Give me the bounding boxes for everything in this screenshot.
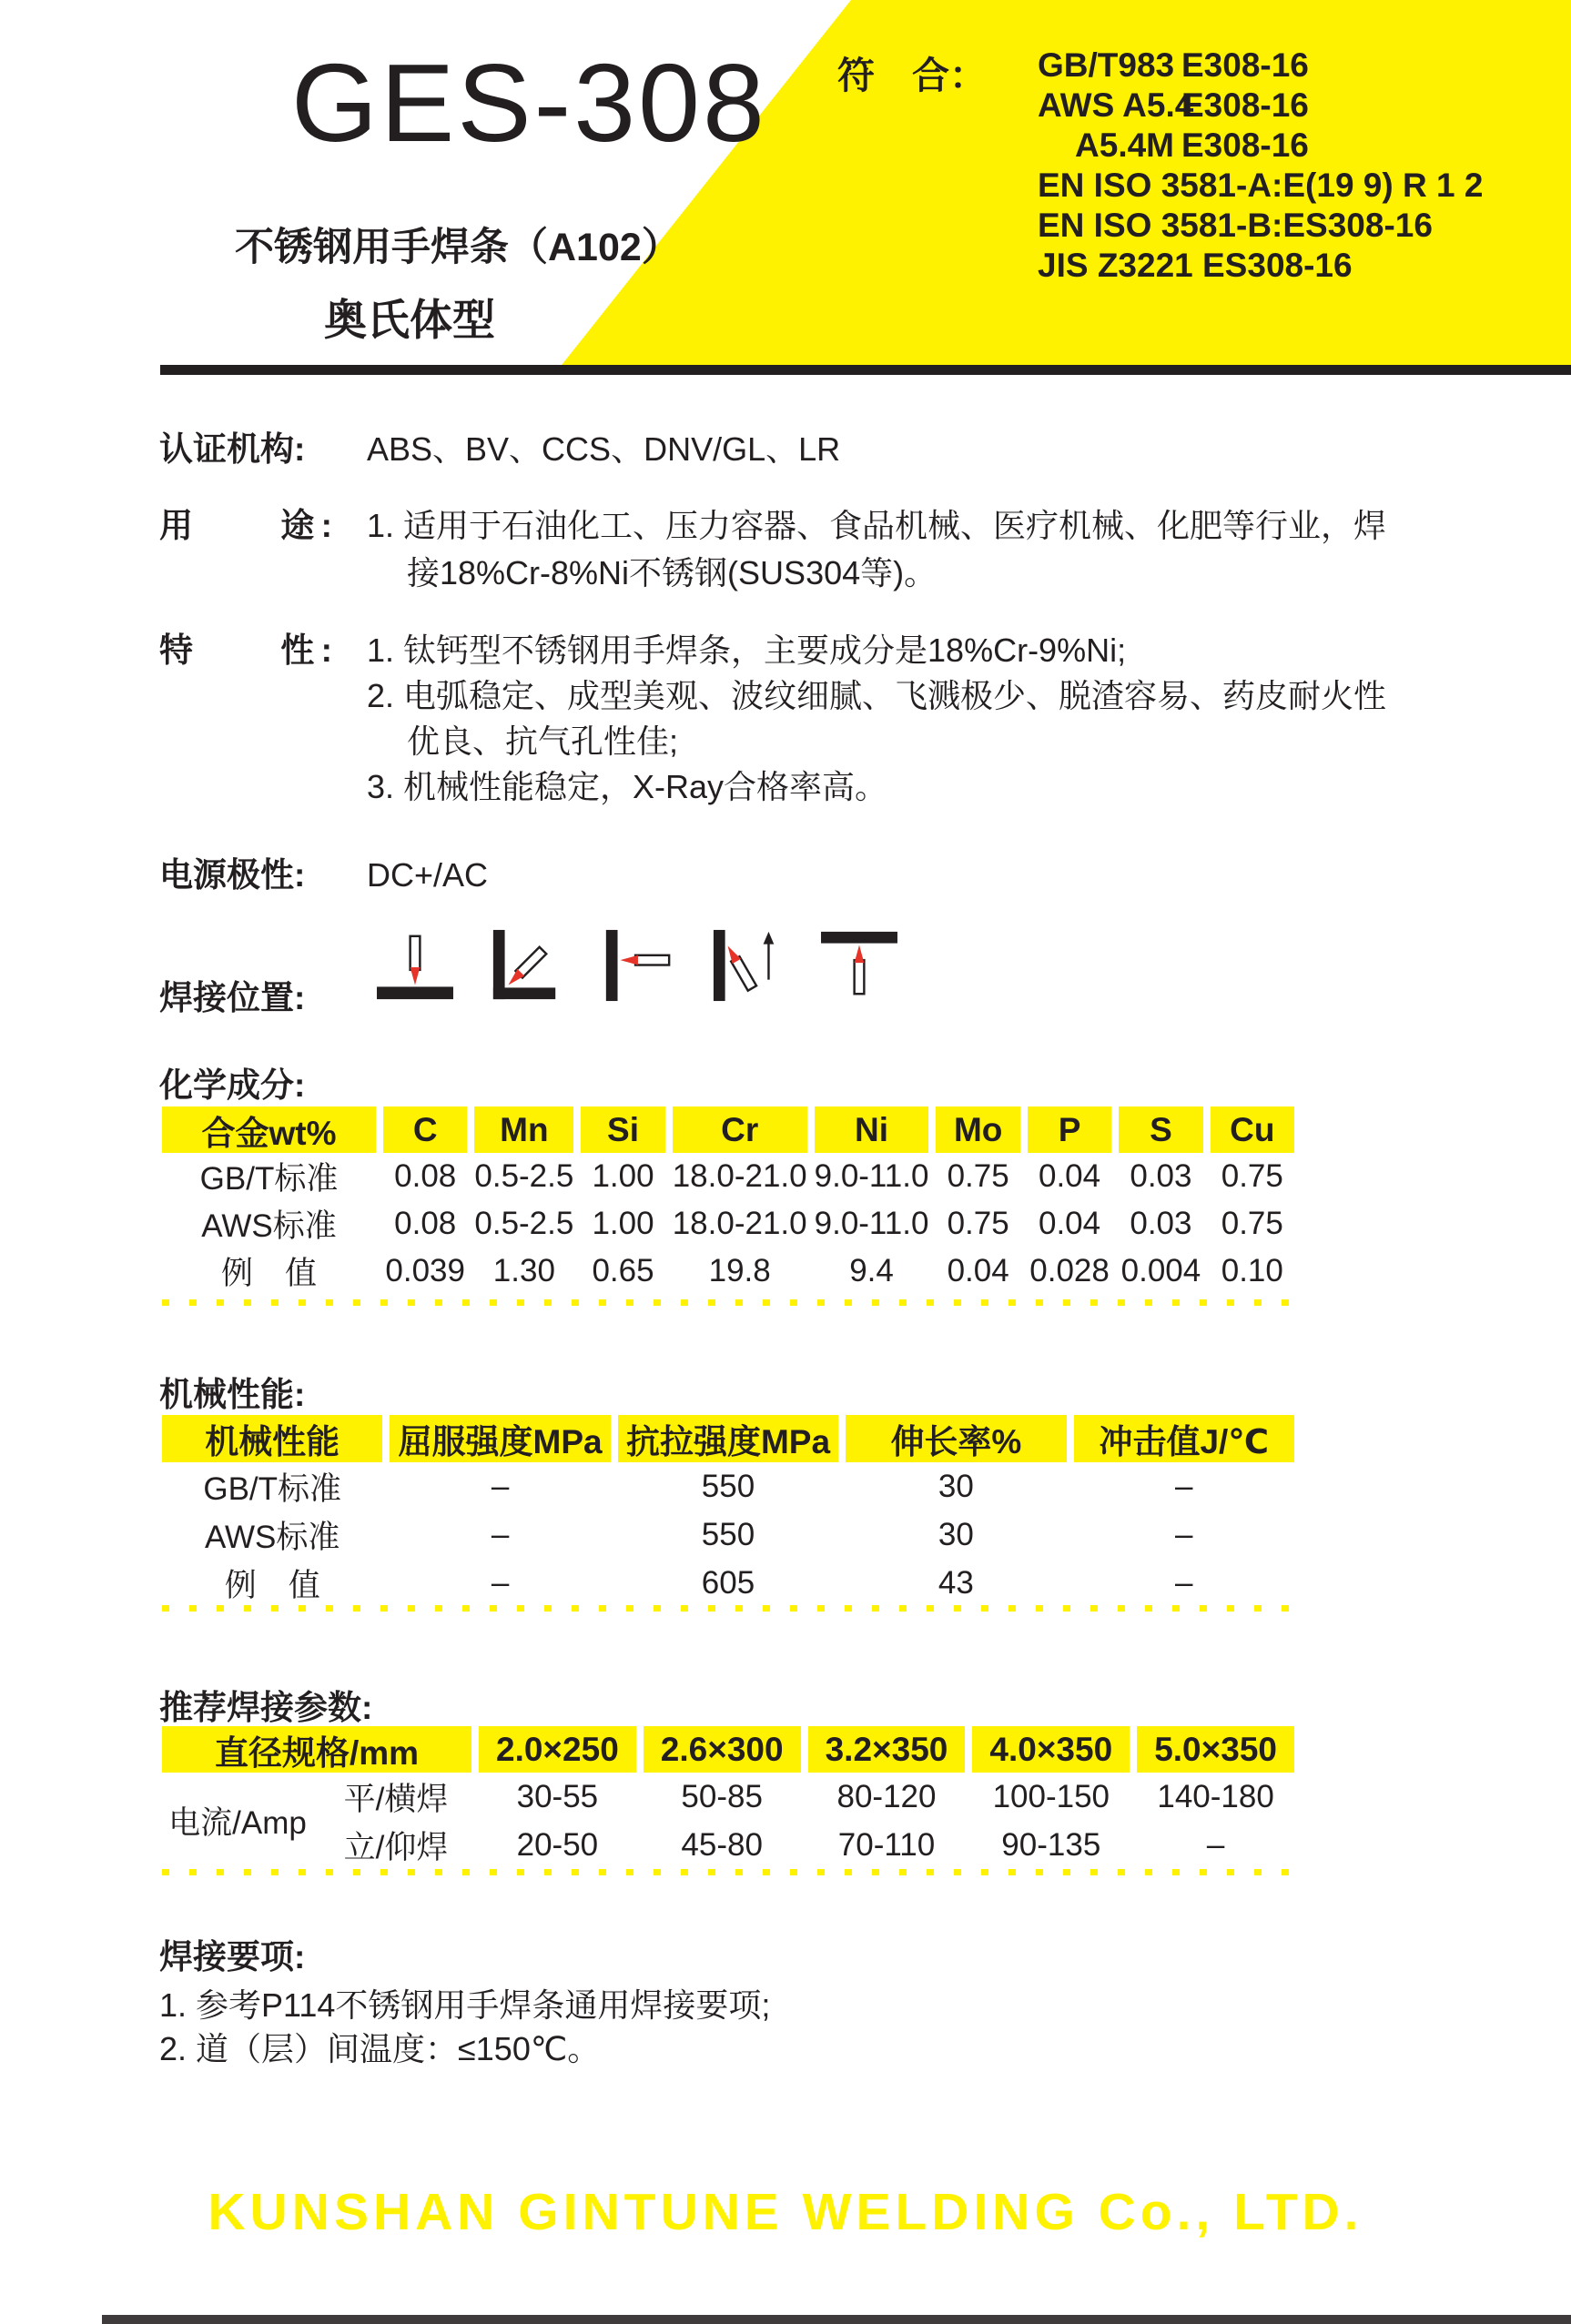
standards-list — [1038, 45, 1483, 286]
features-line: 2. 电弧稳定、成型美观、波纹细腻、飞溅极少、脱渣容易、药皮耐火性 — [367, 677, 1387, 714]
chem-row-name: AWS标准 — [201, 1208, 337, 1244]
chem-cell: 0.75 — [947, 1206, 1009, 1241]
chem-cell: 0.5-2.5 — [474, 1206, 574, 1241]
mech-cell: 43 — [938, 1564, 974, 1601]
param-cell: 70-110 — [837, 1826, 936, 1863]
usage-row — [159, 502, 1386, 597]
usage-text — [367, 502, 1386, 597]
size-header: 4.0×350 — [972, 1726, 1130, 1773]
mechanical-divider — [162, 1605, 1294, 1612]
chem-cell: 0.028 — [1029, 1253, 1110, 1288]
chemistry-section-label: 化学成分: — [159, 1066, 306, 1104]
chem-cell: 0.10 — [1221, 1253, 1283, 1288]
overhead-position-icon — [819, 928, 899, 1003]
mech-cell: 605 — [701, 1564, 755, 1601]
mech-cell: 30 — [938, 1468, 974, 1504]
power-label: 电源极性: — [159, 856, 306, 894]
chem-cell: 0.65 — [592, 1253, 654, 1288]
features-line: 优良、抗气孔性佳; — [407, 722, 679, 760]
chem-col-header: 合金wt% — [162, 1106, 376, 1153]
footer-bar — [102, 2315, 1571, 2324]
product-subtitle: 不锈钢用手焊条（A102） — [235, 226, 681, 269]
power-value: DC+/AC — [367, 856, 489, 894]
horizontal-fillet-position-icon — [486, 928, 566, 1003]
chem-col-header: Cu — [1211, 1106, 1294, 1153]
chem-cell: 19.8 — [708, 1253, 771, 1288]
mech-col-header: 屈服强度MPa — [390, 1415, 610, 1462]
mech-col-header: 抗拉强度MPa — [618, 1415, 838, 1462]
standard-item: JIS Z3221 ES308-16 — [1038, 247, 1353, 284]
standard-item: EN ISO 3581-A:E(19 9) R 1 2 — [1038, 167, 1484, 204]
chem-row-name: 例 值 — [220, 1256, 317, 1291]
certification-row — [159, 426, 840, 473]
features-line: 3. 机械性能稳定，X-Ray合格率高。 — [367, 768, 888, 805]
parameters-divider — [162, 1869, 1294, 1875]
param-row-name: 立/仰焊 — [343, 1829, 449, 1865]
chem-cell: 1.30 — [492, 1253, 555, 1288]
mech-cell: – — [1175, 1468, 1193, 1504]
mech-row-name: AWS标准 — [204, 1519, 340, 1555]
chem-cell: 0.5-2.5 — [474, 1158, 574, 1194]
mech-cell: 550 — [701, 1468, 755, 1504]
features-text — [367, 628, 1386, 810]
param-cell: 20-50 — [516, 1826, 599, 1863]
mech-col-header: 机械性能 — [162, 1415, 382, 1462]
chem-col-header: Mn — [474, 1106, 573, 1153]
usage-line: 1. 适用于石油化工、压力容器、食品机械、医疗机械、化肥等行业，焊 — [367, 507, 1387, 544]
param-cell: 140-180 — [1157, 1778, 1274, 1814]
note-line: 2. 道（层）间温度：≤150℃。 — [159, 2030, 601, 2067]
vertical-up-position-icon — [708, 928, 788, 1003]
company-name: KUNSHAN GINTUNE WELDING Co., LTD. — [208, 2183, 1363, 2241]
chem-cell: 0.04 — [1038, 1158, 1101, 1194]
chemistry-table — [162, 1106, 1294, 1295]
param-cell: 80-120 — [836, 1778, 937, 1814]
param-cell: 100-150 — [992, 1778, 1110, 1814]
chem-cell: 9.4 — [849, 1253, 894, 1288]
chem-col-header: S — [1119, 1106, 1202, 1153]
features-label: 特 性: — [159, 632, 332, 669]
power-row — [159, 852, 488, 899]
horizontal-position-icon — [597, 928, 677, 1003]
chem-cell: 18.0-21.0 — [672, 1158, 807, 1194]
chem-cell: 18.0-21.0 — [672, 1206, 807, 1241]
usage-line: 接18%Cr-8%Ni不锈钢(SUS304等)。 — [407, 554, 938, 591]
chem-cell: 0.039 — [385, 1253, 465, 1288]
chem-row-name: GB/T标准 — [199, 1161, 339, 1197]
welding-positions — [375, 928, 899, 1003]
mech-cell: – — [491, 1564, 510, 1601]
param-cell: 50-85 — [681, 1778, 763, 1814]
param-cell: – — [1206, 1826, 1225, 1863]
chem-col-header: C — [383, 1106, 467, 1153]
chem-cell: 0.75 — [1221, 1206, 1283, 1241]
features-line: 1. 钛钙型不锈钢用手焊条，主要成分是18%Cr-9%Ni; — [367, 632, 1127, 669]
chem-cell: 1.00 — [592, 1206, 654, 1241]
size-header: 2.6×300 — [644, 1726, 801, 1773]
positions-label: 焊接位置: — [159, 979, 306, 1016]
chem-cell: 9.0-11.0 — [814, 1206, 929, 1241]
certification-label: 认证机构: — [159, 430, 306, 468]
mechanical-table — [162, 1415, 1294, 1607]
usage-label: 用 途: — [159, 507, 332, 544]
chem-col-header: Mo — [936, 1106, 1019, 1153]
mech-row-name: 例 值 — [224, 1567, 320, 1603]
standard-item: EN ISO 3581-B:ES308-16 — [1038, 207, 1433, 244]
chem-col-header: Ni — [815, 1106, 929, 1153]
mechanical-section-label: 机械性能: — [159, 1376, 306, 1413]
size-header: 5.0×350 — [1137, 1726, 1294, 1773]
parameters-table — [162, 1726, 1294, 1869]
chem-col-header: Si — [581, 1106, 664, 1153]
chem-col-header: Cr — [673, 1106, 807, 1153]
diameter-header: 直径规格/mm — [162, 1726, 471, 1773]
chem-cell: 0.08 — [394, 1158, 457, 1194]
chem-cell: 0.04 — [947, 1253, 1009, 1288]
chem-col-header: P — [1028, 1106, 1111, 1153]
header-divider — [160, 365, 1571, 375]
chem-cell: 0.03 — [1130, 1158, 1192, 1194]
standards-block — [837, 45, 1483, 286]
current-label: 电流/Amp — [168, 1805, 307, 1841]
standard-item: A5.4M E308-16 — [1075, 126, 1309, 164]
chem-cell: 9.0-11.0 — [814, 1158, 929, 1194]
chemistry-divider — [162, 1299, 1294, 1306]
size-header: 2.0×250 — [479, 1726, 636, 1773]
param-cell: 30-55 — [516, 1778, 599, 1814]
notes-section-label: 焊接要项: — [159, 1938, 306, 1975]
mech-cell: – — [491, 1468, 510, 1504]
product-code: GES-308 — [291, 41, 767, 165]
chem-cell: 0.004 — [1120, 1253, 1201, 1288]
mech-col-header: 冲击值J/℃ — [1074, 1415, 1294, 1462]
chem-cell: 0.03 — [1130, 1206, 1192, 1241]
size-header: 3.2×350 — [808, 1726, 966, 1773]
standard-item: AWS A5.4E308-16 — [1038, 86, 1309, 124]
chem-cell: 0.75 — [1221, 1158, 1283, 1194]
mech-cell: 30 — [938, 1516, 974, 1552]
chem-cell: 0.08 — [394, 1206, 457, 1241]
mech-row-name: GB/T标准 — [203, 1470, 342, 1507]
param-cell: 45-80 — [681, 1826, 763, 1863]
features-row — [159, 628, 1386, 810]
note-line: 1. 参考P114不锈钢用手焊条通用焊接要项; — [159, 1986, 771, 2024]
chem-cell: 0.04 — [1038, 1206, 1101, 1241]
mech-col-header: 伸长率% — [846, 1415, 1066, 1462]
param-row-name: 平/横焊 — [343, 1781, 449, 1817]
mech-cell: 550 — [701, 1516, 755, 1552]
chem-cell: 1.00 — [592, 1158, 654, 1194]
parameters-section-label: 推荐焊接参数: — [159, 1689, 373, 1726]
mech-cell: – — [491, 1516, 510, 1552]
param-cell: 90-135 — [1001, 1826, 1101, 1863]
certification-value: ABS、BV、CCS、DNV/GL、LR — [367, 430, 841, 468]
flat-position-icon — [375, 928, 455, 1003]
product-type: 奥氏体型 — [324, 296, 495, 344]
mech-cell: – — [1175, 1516, 1193, 1552]
standards-label: 符 合： — [837, 55, 987, 96]
mech-cell: – — [1175, 1564, 1193, 1601]
standard-item: GB/T983 E308-16 — [1038, 46, 1309, 84]
chem-cell: 0.75 — [947, 1158, 1009, 1194]
